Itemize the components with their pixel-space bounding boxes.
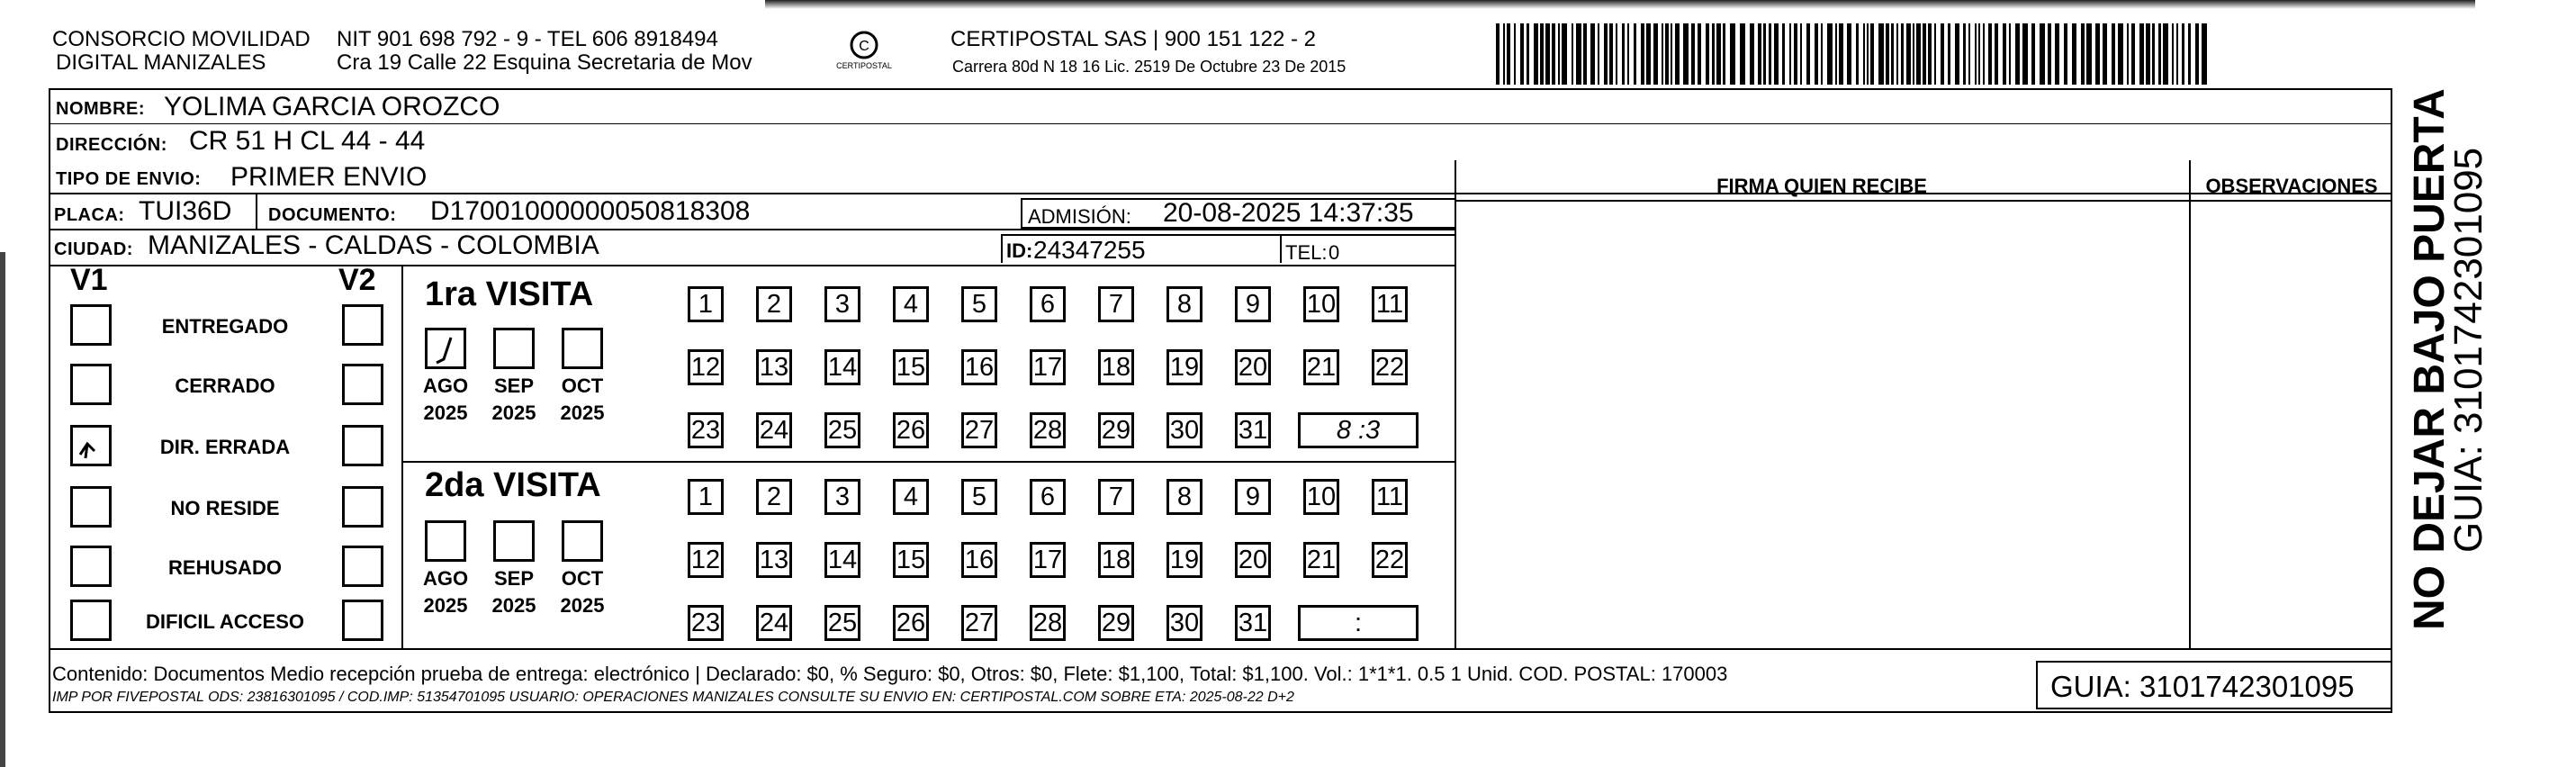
day-box[interactable]: 1 (688, 286, 724, 322)
check-label: ENTREGADO (161, 315, 289, 338)
barcode-bar (1671, 23, 1672, 85)
day-box[interactable]: 12 (688, 349, 724, 385)
barcode-bar (1723, 23, 1725, 85)
visit-time-handwritten[interactable]: 8 :3 (1298, 412, 1419, 448)
month-label: SEP (493, 374, 535, 397)
barcode-bar (1806, 23, 1810, 85)
visit2-title: 2da VISITA (425, 466, 601, 504)
barcode-bar (2022, 23, 2028, 85)
day-box[interactable]: 14 (824, 349, 860, 385)
day-box[interactable]: 28 (1030, 412, 1066, 448)
day-box[interactable]: 22 (1372, 349, 1408, 385)
barcode-bar (1622, 23, 1625, 85)
barcode-bar (1598, 23, 1599, 85)
barcode-bar (2182, 23, 2184, 85)
day-box[interactable]: 30 (1166, 412, 1202, 448)
day-box[interactable]: 7 (1098, 286, 1134, 322)
day-box[interactable]: 5 (961, 286, 997, 322)
v1-label: V1 (70, 263, 108, 297)
day-box[interactable]: 7 (1098, 479, 1134, 515)
month-checkbox[interactable] (562, 328, 603, 369)
day-box[interactable]: 21 (1303, 542, 1339, 578)
barcode-bar (1683, 23, 1689, 85)
v1-checkbox[interactable] (70, 486, 112, 528)
side-no-dejar: NO DEJAR BAJO PUERTA (2406, 88, 2454, 630)
day-box[interactable]: 15 (893, 542, 929, 578)
day-box[interactable]: 20 (1235, 349, 1271, 385)
barcode-bar (2195, 23, 2199, 85)
barcode-bar (2072, 23, 2076, 85)
month-checkbox[interactable] (562, 520, 603, 562)
v2-checkbox[interactable] (342, 425, 383, 466)
barcode-bar (1634, 23, 1636, 85)
barcode-bar (1827, 23, 1833, 85)
barcode-bar (1782, 23, 1785, 85)
barcode-bar (1496, 23, 1500, 85)
v2-label: V2 (338, 263, 376, 297)
barcode-bar (1641, 23, 1644, 85)
day-box[interactable]: 3 (824, 286, 860, 322)
documento-value: D17001000000050818308 (430, 196, 751, 226)
tel-value: 0 (1329, 241, 1340, 264)
barcode-bar (1740, 23, 1745, 85)
certipostal-logo-icon (828, 25, 900, 79)
day-box[interactable]: 26 (893, 605, 929, 641)
year-label: 2025 (491, 402, 536, 424)
barcode-bar (1835, 23, 1837, 85)
barcode-bar (2095, 23, 2100, 85)
barcode-bar (1562, 23, 1567, 85)
barcode-bar (1730, 23, 1735, 85)
barcode-bar (1789, 23, 1791, 85)
row-ciudad (49, 230, 1456, 266)
day-box[interactable]: 9 (1235, 479, 1271, 515)
barcode-bar (2081, 23, 2085, 85)
placa-label: PLACA: (54, 205, 125, 225)
check-label: NO RESIDE (170, 497, 280, 519)
day-box[interactable]: 24 (756, 412, 792, 448)
barcode-bar (2131, 23, 2135, 85)
barcode-bar (2163, 23, 2168, 85)
barcode-bar (1507, 23, 1510, 85)
v1-checkbox[interactable] (70, 304, 112, 346)
check-label: CERRADO (175, 374, 275, 397)
logo-text: CERTIPOSTAL (836, 61, 892, 70)
year-label: 2025 (423, 402, 468, 424)
barcode-bar (1963, 23, 1966, 85)
barcode-bar (2064, 23, 2067, 85)
barcode-bar (2055, 23, 2059, 85)
day-box[interactable]: 30 (1166, 605, 1202, 641)
id-label: ID: (1006, 239, 1033, 262)
day-box[interactable]: 13 (756, 542, 792, 578)
barcode-bar (1886, 23, 1889, 85)
day-box[interactable]: 19 (1166, 542, 1202, 578)
day-box[interactable]: 6 (1030, 479, 1066, 515)
barcode-bar (2086, 23, 2092, 85)
barcode-bar (2146, 23, 2150, 85)
barcode-bar (1839, 23, 1843, 85)
divider-visits-horizontal (401, 461, 1456, 463)
address-line: Cra 19 Calle 22 Esquina Secretaria de Mov (337, 50, 752, 75)
divider-placa (256, 194, 257, 230)
day-box[interactable]: 25 (824, 605, 860, 641)
check-label: DIFICIL ACCESO (145, 610, 304, 633)
row-nombre (49, 88, 2392, 124)
barcode-bar (2127, 23, 2129, 85)
barcode-bar (1815, 23, 1818, 85)
footer-imp-line: IMP POR FIVEPOSTAL ODS: 23816301095 / COD.IMP: 51354701095 USUARIO: OPERACIONES MANIZALES CONSULTE SU ENVIO EN: CERTIPOSTAL.COM SOBRE ETA: 2025-08-22 D+2 (52, 690, 1294, 705)
admision-box (1021, 198, 1456, 229)
barcode-bar (1988, 23, 1992, 85)
admision-label: ADMISIÓN: (1028, 205, 1131, 228)
barcode-bar (1769, 23, 1771, 85)
day-box[interactable]: 21 (1303, 349, 1339, 385)
day-box[interactable]: 27 (961, 412, 997, 448)
barcode-bar (1558, 23, 1560, 85)
day-box[interactable]: 4 (893, 286, 929, 322)
row-direccion (49, 124, 2392, 162)
v1-checkbox[interactable] (70, 364, 112, 405)
day-box[interactable]: 11 (1372, 286, 1408, 322)
month-label: AGO (422, 567, 469, 590)
check-label: REHUSADO (168, 556, 282, 579)
barcode-bar (1794, 23, 1797, 85)
day-box[interactable]: 10 (1303, 479, 1339, 515)
barcode-bar (2172, 23, 2174, 85)
day-box[interactable]: 9 (1235, 286, 1271, 322)
barcode-bar (1995, 23, 1998, 85)
day-box[interactable]: 17 (1030, 542, 1066, 578)
day-box[interactable]: 18 (1098, 349, 1134, 385)
barcode-bar (1800, 23, 1802, 85)
barcode-bar (1896, 23, 1898, 85)
documento-label: DOCUMENTO: (268, 205, 397, 225)
barcode-bar (1616, 23, 1617, 85)
barcode-bar (1934, 23, 1936, 85)
day-box[interactable]: 10 (1303, 286, 1339, 322)
barcode-bar (1520, 23, 1524, 85)
month-checkbox[interactable] (493, 520, 535, 562)
svg-text:C: C (859, 39, 869, 54)
barcode-bar (1774, 23, 1779, 85)
divider-checks (401, 266, 403, 650)
certipostal-line1: CERTIPOSTAL SAS | 900 151 122 - 2 (950, 27, 1316, 51)
month-label: AGO (422, 374, 469, 397)
barcode-bar (1948, 23, 1950, 85)
footer-frame (49, 650, 2392, 713)
barcode-bar (1906, 23, 1911, 85)
barcode-bar (2176, 23, 2178, 85)
barcode-bar (1572, 23, 1573, 85)
day-box[interactable]: 16 (961, 542, 997, 578)
barcode-bar (1503, 23, 1505, 85)
day-box[interactable]: 2 (756, 479, 792, 515)
day-box[interactable]: 14 (824, 542, 860, 578)
barcode-bar (1646, 23, 1651, 85)
barcode-bar (1901, 23, 1904, 85)
day-box[interactable]: 22 (1372, 542, 1408, 578)
v1-checkbox[interactable] (70, 600, 112, 641)
barcode-bar (1604, 23, 1608, 85)
barcode-bar (1968, 23, 1970, 85)
month-checkbox[interactable] (425, 520, 466, 562)
barcode-bar (1545, 23, 1550, 85)
barcode-bar (1856, 23, 1859, 85)
day-box[interactable]: 16 (961, 349, 997, 385)
barcode-bar (1665, 23, 1669, 85)
day-box[interactable]: 15 (893, 349, 929, 385)
day-box[interactable]: 8 (1166, 286, 1202, 322)
barcode-bar (1975, 23, 1977, 85)
barcode-bar (1540, 23, 1544, 85)
barcode-bar (1576, 23, 1581, 85)
barcode-bar (1675, 23, 1680, 85)
placa-value: TUI36D (139, 196, 232, 226)
barcode-bar (1527, 23, 1529, 85)
barcode-bar (1758, 23, 1761, 85)
day-box[interactable]: 4 (893, 479, 929, 515)
tel-box (1280, 234, 1456, 263)
barcode-bar (2158, 23, 2161, 85)
day-box[interactable]: 2 (756, 286, 792, 322)
barcode-bar (1716, 23, 1721, 85)
scan-edge-top (765, 0, 2475, 9)
barcode-bar (1514, 23, 1516, 85)
barcode-bar (2103, 23, 2107, 85)
barcode-bar (1978, 23, 1980, 85)
admision-value: 20-08-2025 14:37:35 (1163, 198, 1414, 228)
barcode-bar (1583, 23, 1587, 85)
v2-checkbox[interactable] (342, 364, 383, 405)
year-label: 2025 (560, 402, 605, 424)
month-checkbox[interactable] (425, 328, 466, 369)
day-box[interactable]: 11 (1372, 479, 1408, 515)
check-label: DIR. ERRADA (159, 436, 291, 458)
tel-label: TEL: (1285, 241, 1328, 264)
day-box[interactable]: 13 (756, 349, 792, 385)
barcode-bar (1712, 23, 1715, 85)
observaciones-label: OBSERVACIONES (2205, 175, 2378, 197)
tipo-envio-value: PRIMER ENVIO (230, 162, 428, 192)
barcode-bar (2040, 23, 2045, 85)
direccion-value: CR 51 H CL 44 - 44 (189, 126, 426, 156)
year-label: 2025 (491, 594, 536, 617)
day-box[interactable]: 8 (1166, 479, 1202, 515)
barcode-bar (2152, 23, 2155, 85)
direccion-label: DIRECCIÓN: (56, 135, 167, 155)
day-box[interactable]: 19 (1166, 349, 1202, 385)
day-box[interactable]: 6 (1030, 286, 1066, 322)
barcode (1496, 23, 2216, 85)
barcode-bar (1534, 23, 1538, 85)
day-box[interactable]: 23 (688, 412, 724, 448)
footer-contenido: Contenido: Documentos Medio recepción prueba de entrega: electrónico | Declarado: $0, % Seguro: $0, Otros: $0, Flete: $1,100, Total: $1,100. Vol.: 1*1*1. 0.5 1 Unid. COD. POSTAL: 170003 (52, 663, 1728, 685)
barcode-bar (2009, 23, 2011, 85)
day-box[interactable]: 31 (1235, 605, 1271, 641)
barcode-bar (1916, 23, 1921, 85)
day-box[interactable]: 26 (893, 412, 929, 448)
company-name-line1: CONSORCIO MOVILIDAD (52, 27, 311, 51)
company-name-line2: DIGITAL MANIZALES (56, 50, 266, 75)
certipostal-line2: Carrera 80d N 18 16 Lic. 2519 De Octubre 23 De 2015 (952, 58, 1347, 76)
barcode-bar (1609, 23, 1613, 85)
barcode-bar (1662, 23, 1663, 85)
ciudad-label: CIUDAD: (54, 239, 133, 259)
barcode-bar (1878, 23, 1884, 85)
barcode-bar (1913, 23, 1914, 85)
day-box[interactable]: 20 (1235, 542, 1271, 578)
id-value: 24347255 (1033, 236, 1146, 264)
barcode-bar (1928, 23, 1932, 85)
barcode-bar (1750, 23, 1754, 85)
tipo-envio-label: TIPO DE ENVIO: (56, 169, 202, 189)
day-box[interactable]: 17 (1030, 349, 1066, 385)
v1-checkbox[interactable] (70, 425, 112, 466)
side-guia: GUIA: 3101742301095 (2446, 147, 2490, 553)
v2-checkbox[interactable] (342, 546, 383, 587)
barcode-bar (2003, 23, 2006, 85)
day-box[interactable]: 12 (688, 542, 724, 578)
barcode-bar (1821, 23, 1823, 85)
day-box[interactable]: 24 (756, 605, 792, 641)
day-box[interactable]: 18 (1098, 542, 1134, 578)
id-box (1001, 234, 1280, 263)
month-checkbox[interactable] (493, 328, 535, 369)
barcode-bar (2139, 23, 2144, 85)
barcode-bar (1763, 23, 1766, 85)
divider-observaciones (2189, 160, 2191, 650)
nit-line: NIT 901 698 792 - 9 - TEL 606 8918494 (337, 27, 718, 51)
firma-label: FIRMA QUIEN RECIBE (1716, 175, 1927, 197)
barcode-bar (2118, 23, 2123, 85)
barcode-bar (1891, 23, 1894, 85)
nombre-label: NOMBRE: (56, 99, 146, 119)
v2-checkbox[interactable] (342, 486, 383, 528)
barcode-bar (2188, 23, 2191, 85)
day-box[interactable]: 1 (688, 479, 724, 515)
barcode-bar (1941, 23, 1944, 85)
barcode-bar (1923, 23, 1926, 85)
nombre-value: YOLIMA GARCIA OROZCO (164, 92, 500, 122)
v2-checkbox[interactable] (342, 304, 383, 346)
barcode-bar (2112, 23, 2115, 85)
visit1-title: 1ra VISITA (425, 275, 594, 313)
barcode-bar (1870, 23, 1874, 85)
month-label: SEP (493, 567, 535, 590)
barcode-bar (1706, 23, 1709, 85)
barcode-bar (1691, 23, 1695, 85)
barcode-bar (1590, 23, 1595, 85)
v1-checkbox[interactable] (70, 546, 112, 587)
barcode-bar (1698, 23, 1701, 85)
barcode-bar (1863, 23, 1865, 85)
divider-firma (1455, 160, 1456, 650)
month-label: OCT (561, 567, 604, 590)
v2-checkbox[interactable] (342, 600, 383, 641)
barcode-bar (1653, 23, 1658, 85)
firma-header-line (1455, 200, 2392, 202)
day-box[interactable]: 31 (1235, 412, 1271, 448)
day-box[interactable]: 29 (1098, 412, 1134, 448)
row-placa (49, 193, 1456, 230)
year-label: 2025 (560, 594, 605, 617)
barcode-bar (1552, 23, 1555, 85)
barcode-bar (1627, 23, 1629, 85)
barcode-bar (1847, 23, 1851, 85)
year-label: 2025 (423, 594, 468, 617)
barcode-bar (1955, 23, 1959, 85)
barcode-bar (2202, 23, 2207, 85)
day-box[interactable]: 29 (1098, 605, 1134, 641)
day-box[interactable]: 23 (688, 605, 724, 641)
day-box[interactable]: 25 (824, 412, 860, 448)
barcode-bar (1983, 23, 1985, 85)
day-box[interactable]: 3 (824, 479, 860, 515)
scan-edge-left (0, 252, 5, 767)
day-box[interactable]: 5 (961, 479, 997, 515)
barcode-bar (2031, 23, 2035, 85)
visit-time-box[interactable]: : (1298, 605, 1419, 641)
day-box[interactable]: 28 (1030, 605, 1066, 641)
barcode-bar (2048, 23, 2051, 85)
ciudad-value: MANIZALES - CALDAS - COLOMBIA (148, 230, 599, 260)
guia-box-text: GUIA: 3101742301095 (2050, 670, 2355, 703)
day-box[interactable]: 27 (961, 605, 997, 641)
barcode-bar (2015, 23, 2020, 85)
month-label: OCT (561, 374, 604, 397)
barcode-bar (1867, 23, 1869, 85)
